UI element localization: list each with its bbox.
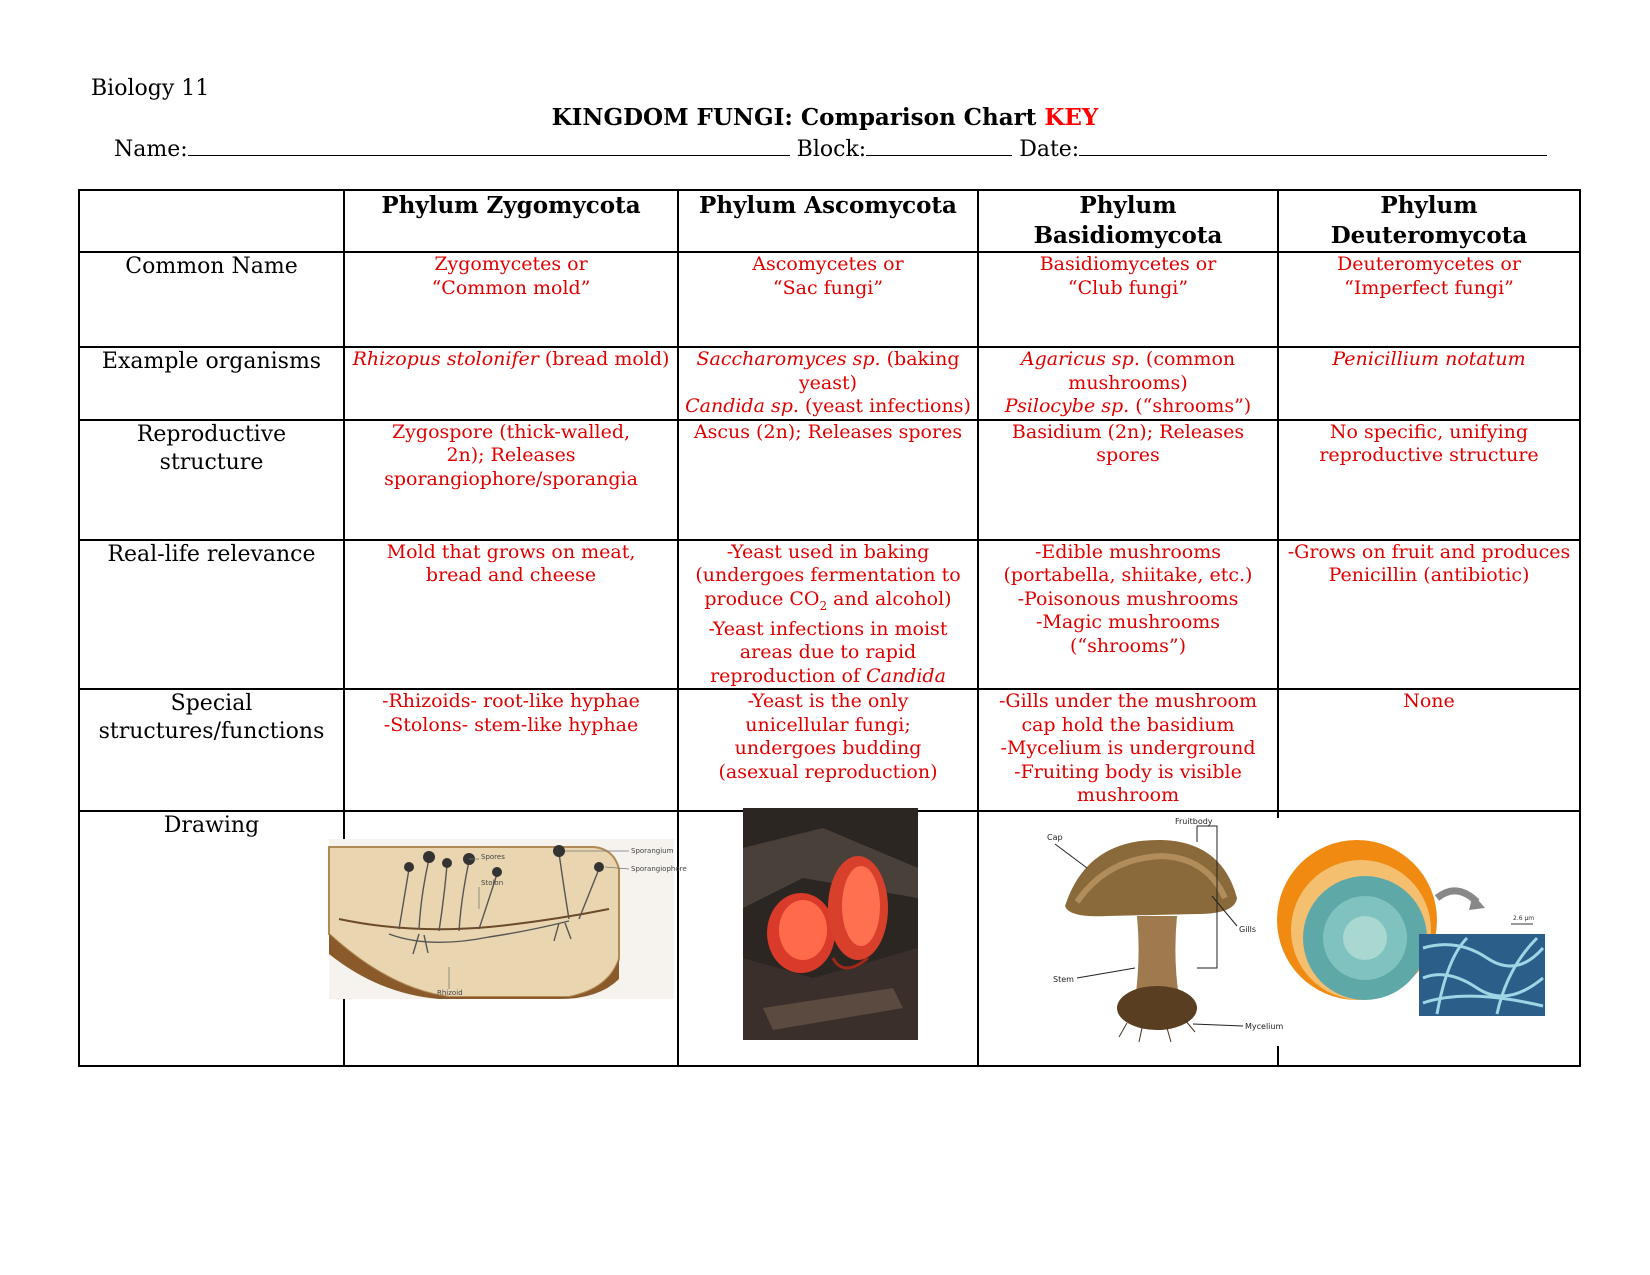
table-row-drawing <box>79 811 1580 1066</box>
text: Psilocybe sp. <box>1004 395 1130 417</box>
text: No specific, unifying reproductive structure <box>1319 420 1539 466</box>
row-header-reproductive <box>79 420 344 540</box>
table-header-row <box>79 190 1580 252</box>
mushroom-illustration <box>1047 818 1287 1046</box>
cell-asco-drawing <box>678 811 978 1066</box>
table-row-examples <box>79 347 1580 420</box>
col-header-zygomycota: Phylum Zygomycota <box>344 190 678 252</box>
table-row-reproductive <box>79 420 1580 540</box>
row-header-common-name: Common Name <box>79 252 344 347</box>
text: “Sac fungi” <box>772 276 884 299</box>
label-spores: Spores <box>481 853 505 862</box>
cell-basidio-drawing <box>978 811 1284 1066</box>
cell-deutero-common <box>1278 252 1580 347</box>
text: -Gills under the mushroom cap hold the basidium <box>999 690 1257 736</box>
text: (bread mold) <box>538 348 670 370</box>
label-fruitbody: Fruitbody <box>1175 817 1213 827</box>
scale-label: 2.6 µm <box>1513 915 1535 923</box>
row-header-special <box>79 689 344 811</box>
name-block-date-line <box>114 133 1547 162</box>
label-mycelium: Mycelium <box>1245 1022 1284 1032</box>
text: “Common mold” <box>431 276 591 299</box>
text: (common mushrooms) <box>1068 348 1236 394</box>
text: -Yeast used in baking (undergoes fermentation to produce CO <box>695 540 961 610</box>
cell-asco-examples <box>678 347 978 420</box>
text: Zygomycetes or <box>434 253 588 275</box>
cell-deutero-drawing <box>1278 811 1580 1066</box>
text: Basidiomycetes or <box>1039 253 1217 275</box>
table-row-special <box>79 689 1580 811</box>
text: -Yeast infections in moist areas due to rapid reproduction of <box>708 617 948 687</box>
title-key: KEY <box>1044 104 1099 131</box>
text: Agaricus sp. <box>1020 348 1140 370</box>
text: Candida <box>866 664 946 687</box>
title-main: KINGDOM FUNGI: Comparison Chart <box>551 104 1037 131</box>
label-rhizoid: Rhizoid <box>437 989 463 998</box>
cell-zygo-reproductive <box>344 420 678 540</box>
text: Mold that grows on meat, bread and cheese <box>386 540 636 586</box>
text: (yeast infections) <box>798 395 971 417</box>
cell-asco-reproductive: Ascus (2n); Releases spores <box>678 420 978 540</box>
cell-asco-special <box>678 689 978 811</box>
cell-deutero-relevance <box>1278 540 1580 690</box>
text: and alcohol) <box>827 587 952 610</box>
name-blank[interactable] <box>188 133 790 156</box>
text: Special structures/functions <box>98 691 325 745</box>
label-stem: Stem <box>1053 975 1074 985</box>
cell-basidio-special <box>978 689 1278 811</box>
text: -Mycelium is underground <box>1000 737 1256 760</box>
text: Basidium (2n); Releases spores <box>1011 420 1245 466</box>
text: Ascomycetes or <box>752 253 904 275</box>
corner-cell <box>79 190 344 252</box>
table-row-common-name <box>79 252 1580 347</box>
text: (baking yeast) <box>798 348 960 394</box>
table-row-relevance <box>79 540 1580 690</box>
cell-zygo-common <box>344 252 678 347</box>
text: -Poisonous mushrooms <box>1017 587 1239 610</box>
text: -Magic mushrooms (“shrooms”) <box>1035 611 1221 657</box>
cell-zygo-drawing <box>344 811 687 1066</box>
text: Deuteromycetes or <box>1337 253 1521 275</box>
cup-fungi-photo <box>743 808 918 1040</box>
cell-zygo-relevance <box>344 540 678 690</box>
text: Rhizopus stolonifer <box>352 348 539 370</box>
text: Reproductive structure <box>136 421 287 475</box>
penicillium-orange-photo <box>1287 838 1547 1016</box>
cell-basidio-reproductive <box>978 420 1278 540</box>
date-label: Date: <box>1019 137 1080 162</box>
bread-mold-illustration <box>329 839 687 999</box>
text: Saccharomyces sp. <box>696 348 881 370</box>
label-cap: Cap <box>1047 833 1063 843</box>
label-gills: Gills <box>1239 925 1257 935</box>
text: Zygospore (thick-walled, 2n); Releases sporangiophore/sporangia <box>384 420 638 490</box>
text: -Fruiting body is visible mushroom <box>1014 760 1242 807</box>
block-label: Block: <box>796 137 867 162</box>
label-sporangium: Sporangium <box>631 847 674 856</box>
cell-basidio-common <box>978 252 1278 347</box>
text: “Imperfect fungi” <box>1344 276 1514 299</box>
text: -Edible mushrooms (portabella, shiitake, etc.) <box>1003 540 1253 586</box>
text: Penicillium notatum <box>1332 348 1526 370</box>
text <box>998 690 1258 808</box>
cell-asco-common <box>678 252 978 347</box>
col-header-deuteromycota <box>1278 190 1580 252</box>
text: -Rhizoids- root-like hyphae <box>382 690 640 713</box>
text: “Club fungi” <box>1067 276 1189 299</box>
cell-basidio-examples <box>978 347 1278 420</box>
cell-basidio-relevance <box>978 540 1278 690</box>
cell-deutero-examples <box>1278 347 1580 420</box>
row-header-drawing: Drawing <box>79 811 344 1066</box>
text: -Grows on fruit and produces Penicillin (antibiotic) <box>1287 540 1571 586</box>
col-header-ascomycota: Phylum Ascomycota <box>678 190 978 252</box>
text: 2 <box>819 598 828 613</box>
text: (“shrooms”) <box>1129 395 1252 417</box>
cell-deutero-special: None <box>1278 689 1580 811</box>
cell-zygo-examples <box>344 347 678 420</box>
col-header-deuteromycota-text: Phylum Deuteromycota <box>1330 192 1528 249</box>
comparison-table <box>78 189 1581 1067</box>
text <box>693 541 963 689</box>
block-blank[interactable] <box>866 133 1012 156</box>
cell-asco-relevance <box>678 540 978 690</box>
col-header-basidiomycota-text: Phylum Basidiomycota <box>1033 192 1223 249</box>
row-header-examples: Example organisms <box>79 347 344 420</box>
text: -Yeast is the only unicellular fungi; undergoes budding (asexual reproduction) <box>718 690 938 783</box>
cell-deutero-reproductive <box>1278 420 1580 540</box>
page-title <box>0 104 1650 131</box>
text: Candida sp. <box>685 395 799 417</box>
col-header-basidiomycota <box>978 190 1278 252</box>
text: -Stolons- stem-like hyphae <box>383 713 639 736</box>
date-blank[interactable] <box>1079 133 1547 156</box>
row-header-relevance: Real-life relevance <box>79 540 344 690</box>
name-label: Name: <box>114 137 188 162</box>
cell-zygo-special <box>344 689 678 811</box>
label-stolon: Stolon <box>481 879 504 888</box>
course-label: Biology 11 <box>91 76 210 101</box>
text <box>1003 541 1253 659</box>
label-sporangiophore: Sporangiophore <box>631 865 687 874</box>
